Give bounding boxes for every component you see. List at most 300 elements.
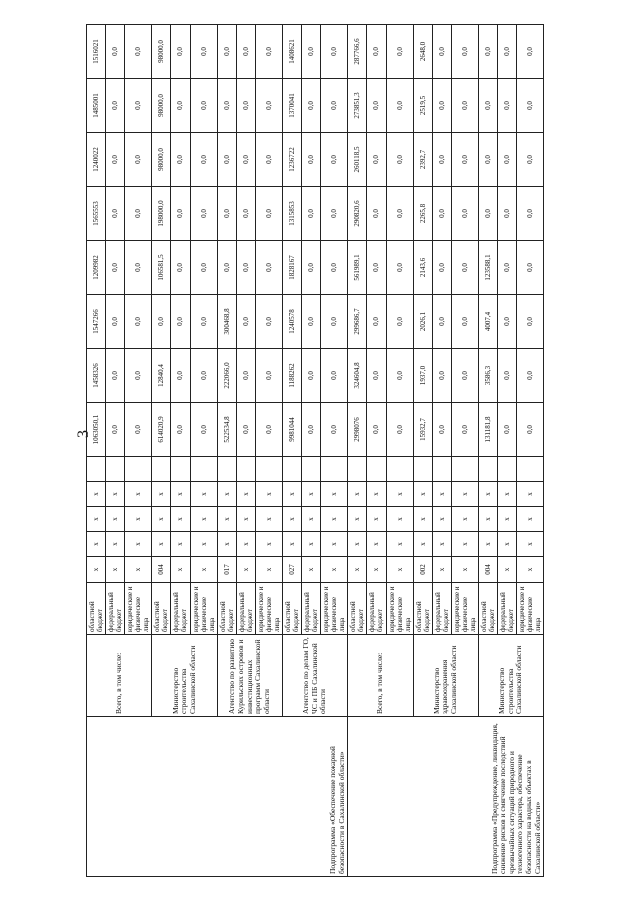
x-cell: х <box>413 532 432 557</box>
x-cell: х <box>517 532 544 557</box>
value-cell: 0,0 <box>302 187 321 241</box>
executor-cell: Всего, в том числе: <box>87 635 152 717</box>
empty-cell <box>106 457 125 482</box>
x-cell: х <box>106 532 125 557</box>
empty-cell <box>125 457 152 482</box>
funding-source-cell: юридические и физические лица <box>321 583 348 635</box>
value-cell: 0,0 <box>386 403 413 457</box>
value-cell: 0,0 <box>302 241 321 295</box>
value-cell: 0,0 <box>106 25 125 79</box>
value-cell: 0,0 <box>386 133 413 187</box>
value-cell: 0,0 <box>236 295 255 349</box>
value-cell: 1937,0 <box>413 349 432 403</box>
funding-source-cell: юридические и физические лица <box>190 583 217 635</box>
value-cell: 0,0 <box>367 241 386 295</box>
table-row <box>348 25 367 877</box>
value-cell: 2648,0 <box>413 25 432 79</box>
value-cell: 0,0 <box>236 79 255 133</box>
value-cell: 0,0 <box>517 295 544 349</box>
value-cell: 0,0 <box>125 403 152 457</box>
value-cell: 0,0 <box>451 241 478 295</box>
x-cell: х <box>321 532 348 557</box>
funding-source-cell: федеральный бюджет <box>432 583 451 635</box>
value-cell: 0,0 <box>432 241 451 295</box>
value-cell: 0,0 <box>432 295 451 349</box>
x-cell: х <box>432 532 451 557</box>
value-cell: 0,0 <box>302 25 321 79</box>
value-cell: 106581,5 <box>152 241 171 295</box>
value-cell: 0,0 <box>171 25 190 79</box>
x-cell: х <box>236 532 255 557</box>
value-cell: 15932,7 <box>413 403 432 457</box>
value-cell: 0,0 <box>106 295 125 349</box>
value-cell: 0,0 <box>255 349 282 403</box>
value-cell: 0,0 <box>386 187 413 241</box>
value-cell: 0,0 <box>106 79 125 133</box>
subprogram-cell: Подпрограмма «Предупреждение, ликвидация, снижение рисков и смягчение последствий чрезвычайных ситуаций природного и техногенного характера, обеспечение безопасности на водных объектах в Сахалинской области» <box>348 717 544 877</box>
value-cell: 1315853 <box>282 187 301 241</box>
value-cell: 2265,8 <box>413 187 432 241</box>
value-cell: 0,0 <box>321 403 348 457</box>
value-cell: 522534,8 <box>217 403 236 457</box>
x-cell: х <box>236 482 255 507</box>
value-cell: 0,0 <box>517 25 544 79</box>
value-cell: 1188262 <box>282 349 301 403</box>
x-cell: х <box>255 482 282 507</box>
value-cell: 222066,0 <box>217 349 236 403</box>
table-body <box>87 25 544 877</box>
x-cell: х <box>106 482 125 507</box>
funding-source-cell: федеральный бюджет <box>498 583 517 635</box>
value-cell: 3586,3 <box>478 349 497 403</box>
empty-cell <box>190 457 217 482</box>
value-cell: 0,0 <box>255 403 282 457</box>
code-cell: х <box>302 557 321 583</box>
value-cell: 0,0 <box>190 295 217 349</box>
x-cell: х <box>87 482 106 507</box>
value-cell: 0,0 <box>217 187 236 241</box>
value-cell: 0,0 <box>125 187 152 241</box>
code-cell: 002 <box>413 557 432 583</box>
value-cell: 0,0 <box>517 133 544 187</box>
x-cell: х <box>413 482 432 507</box>
value-cell: 0,0 <box>171 241 190 295</box>
code-cell: х <box>87 557 106 583</box>
value-cell: 1370041 <box>282 79 301 133</box>
funding-source-cell: областной бюджет <box>348 583 367 635</box>
x-cell: х <box>217 507 236 532</box>
code-cell: х <box>255 557 282 583</box>
value-cell: 0,0 <box>236 133 255 187</box>
x-cell: х <box>321 507 348 532</box>
value-cell: 0,0 <box>498 133 517 187</box>
value-cell: 0,0 <box>517 349 544 403</box>
value-cell: 2519,5 <box>413 79 432 133</box>
value-cell: 0,0 <box>498 79 517 133</box>
code-cell: х <box>106 557 125 583</box>
value-cell: 0,0 <box>217 25 236 79</box>
x-cell: х <box>348 482 367 507</box>
x-cell: х <box>282 482 301 507</box>
value-cell: 0,0 <box>478 25 497 79</box>
value-cell: 0,0 <box>517 187 544 241</box>
value-cell: 0,0 <box>125 295 152 349</box>
value-cell: 9981044 <box>282 403 301 457</box>
empty-cell <box>348 457 367 482</box>
page-number: 3 <box>75 430 92 438</box>
x-cell: х <box>302 482 321 507</box>
x-cell: х <box>498 482 517 507</box>
x-cell: х <box>255 507 282 532</box>
value-cell: 0,0 <box>432 79 451 133</box>
value-cell: 12840,4 <box>152 349 171 403</box>
value-cell: 1565553 <box>87 187 106 241</box>
empty-cell <box>432 457 451 482</box>
empty-cell <box>255 457 282 482</box>
x-cell: х <box>125 532 152 557</box>
x-cell: х <box>478 532 497 557</box>
code-cell: х <box>386 557 413 583</box>
x-cell: х <box>236 507 255 532</box>
value-cell: 0,0 <box>236 187 255 241</box>
x-cell: х <box>217 482 236 507</box>
value-cell: 0,0 <box>386 79 413 133</box>
funding-source-cell: областной бюджет <box>413 583 432 635</box>
x-cell: х <box>367 532 386 557</box>
subprogram-cell: Подпрограмма «Обеспечение пожарной безопасности в Сахалинской области» <box>87 717 348 877</box>
x-cell: х <box>386 507 413 532</box>
value-cell: 324604,8 <box>348 349 367 403</box>
value-cell: 0,0 <box>498 187 517 241</box>
value-cell: 0,0 <box>451 295 478 349</box>
value-cell: 0,0 <box>498 349 517 403</box>
code-cell: 017 <box>217 557 236 583</box>
value-cell: 0,0 <box>125 241 152 295</box>
value-cell: 123588,1 <box>478 241 497 295</box>
code-cell: х <box>321 557 348 583</box>
value-cell: 0,0 <box>517 241 544 295</box>
x-cell: х <box>386 482 413 507</box>
x-cell: х <box>106 507 125 532</box>
funding-source-cell: юридические и физические лица <box>386 583 413 635</box>
value-cell: 1828167 <box>282 241 301 295</box>
value-cell: 98000,0 <box>152 25 171 79</box>
value-cell: 1240578 <box>282 295 301 349</box>
value-cell: 0,0 <box>367 133 386 187</box>
x-cell: х <box>386 532 413 557</box>
value-cell: 299686,7 <box>348 295 367 349</box>
x-cell: х <box>302 507 321 532</box>
value-cell: 4007,4 <box>478 295 497 349</box>
value-cell: 0,0 <box>255 295 282 349</box>
empty-cell <box>517 457 544 482</box>
x-cell: х <box>348 507 367 532</box>
value-cell: 0,0 <box>451 79 478 133</box>
value-cell: 0,0 <box>171 403 190 457</box>
empty-cell <box>386 457 413 482</box>
value-cell: 0,0 <box>125 25 152 79</box>
x-cell: х <box>125 482 152 507</box>
empty-cell <box>367 457 386 482</box>
value-cell: 0,0 <box>517 403 544 457</box>
x-cell: х <box>432 482 451 507</box>
funding-source-cell: федеральный бюджет <box>106 583 125 635</box>
executor-cell: Агентство по делам ГО, ЧС и ПБ Сахалинской области <box>282 635 347 717</box>
value-cell: 198000,0 <box>152 187 171 241</box>
value-cell: 0,0 <box>236 403 255 457</box>
empty-cell <box>217 457 236 482</box>
funding-source-cell: юридические и физические лица <box>451 583 478 635</box>
value-cell: 0,0 <box>255 79 282 133</box>
value-cell: 0,0 <box>217 79 236 133</box>
table-row <box>87 25 106 877</box>
value-cell: 2143,6 <box>413 241 432 295</box>
value-cell: 0,0 <box>498 241 517 295</box>
funding-source-cell: юридические и физические лица <box>255 583 282 635</box>
value-cell: 273851,3 <box>348 79 367 133</box>
x-cell: х <box>451 532 478 557</box>
value-cell: 0,0 <box>302 295 321 349</box>
x-cell: х <box>478 507 497 532</box>
empty-cell <box>498 457 517 482</box>
value-cell: 0,0 <box>367 187 386 241</box>
code-cell: 004 <box>478 557 497 583</box>
value-cell: 0,0 <box>498 25 517 79</box>
value-cell: 0,0 <box>106 403 125 457</box>
value-cell: 1516021 <box>87 25 106 79</box>
value-cell: 260118,5 <box>348 133 367 187</box>
value-cell: 300468,8 <box>217 295 236 349</box>
x-cell: х <box>498 507 517 532</box>
value-cell: 0,0 <box>190 349 217 403</box>
funding-source-cell: областной бюджет <box>87 583 106 635</box>
value-cell: 0,0 <box>517 79 544 133</box>
code-cell: х <box>236 557 255 583</box>
empty-cell <box>282 457 301 482</box>
value-cell: 0,0 <box>451 349 478 403</box>
value-cell: 0,0 <box>217 133 236 187</box>
value-cell: 0,0 <box>171 349 190 403</box>
empty-cell <box>478 457 497 482</box>
value-cell: 0,0 <box>321 349 348 403</box>
value-cell: 0,0 <box>190 403 217 457</box>
code-cell: х <box>190 557 217 583</box>
value-cell: 0,0 <box>190 79 217 133</box>
value-cell: 0,0 <box>171 79 190 133</box>
value-cell: 0,0 <box>302 349 321 403</box>
value-cell: 0,0 <box>190 187 217 241</box>
funding-source-cell: областной бюджет <box>152 583 171 635</box>
value-cell: 1063050,1 <box>87 403 106 457</box>
x-cell: х <box>217 532 236 557</box>
budget-table-rotated <box>86 35 543 877</box>
value-cell: 0,0 <box>498 403 517 457</box>
value-cell: 2998076 <box>348 403 367 457</box>
x-cell: х <box>190 482 217 507</box>
code-cell: х <box>517 557 544 583</box>
value-cell: 0,0 <box>478 79 497 133</box>
code-cell: х <box>451 557 478 583</box>
value-cell: 0,0 <box>302 133 321 187</box>
x-cell: х <box>87 507 106 532</box>
value-cell: 2026,1 <box>413 295 432 349</box>
code-cell: х <box>348 557 367 583</box>
empty-cell <box>413 457 432 482</box>
empty-cell <box>302 457 321 482</box>
budget-table <box>86 24 544 877</box>
code-cell: х <box>498 557 517 583</box>
value-cell: 0,0 <box>367 403 386 457</box>
value-cell: 0,0 <box>321 79 348 133</box>
value-cell: 1408621 <box>282 25 301 79</box>
value-cell: 0,0 <box>302 79 321 133</box>
x-cell: х <box>413 507 432 532</box>
code-cell: х <box>171 557 190 583</box>
value-cell: 2392,7 <box>413 133 432 187</box>
value-cell: 0,0 <box>152 295 171 349</box>
code-cell: 004 <box>152 557 171 583</box>
value-cell: 0,0 <box>478 187 497 241</box>
x-cell: х <box>302 532 321 557</box>
value-cell: 0,0 <box>106 187 125 241</box>
value-cell: 0,0 <box>255 133 282 187</box>
x-cell: х <box>125 507 152 532</box>
value-cell: 0,0 <box>386 349 413 403</box>
value-cell: 0,0 <box>498 295 517 349</box>
value-cell: 0,0 <box>451 25 478 79</box>
value-cell: 0,0 <box>321 187 348 241</box>
empty-cell <box>321 457 348 482</box>
value-cell: 98000,0 <box>152 133 171 187</box>
funding-source-cell: юридические и физические лица <box>517 583 544 635</box>
value-cell: 0,0 <box>190 25 217 79</box>
empty-cell <box>236 457 255 482</box>
empty-cell <box>171 457 190 482</box>
empty-cell <box>87 457 106 482</box>
x-cell: х <box>321 482 348 507</box>
value-cell: 0,0 <box>432 403 451 457</box>
value-cell: 0,0 <box>321 241 348 295</box>
value-cell: 0,0 <box>432 187 451 241</box>
value-cell: 0,0 <box>321 295 348 349</box>
value-cell: 0,0 <box>255 187 282 241</box>
empty-cell <box>152 457 171 482</box>
x-cell: х <box>255 532 282 557</box>
value-cell: 0,0 <box>190 241 217 295</box>
x-cell: х <box>87 532 106 557</box>
executor-cell: Агентство по развитию Курильских островов и инвестиционных программ Сахалинской области <box>217 635 282 717</box>
value-cell: 0,0 <box>432 25 451 79</box>
funding-source-cell: федеральный бюджет <box>171 583 190 635</box>
x-cell: х <box>152 482 171 507</box>
value-cell: 0,0 <box>171 295 190 349</box>
executor-cell: Всего, в том числе: <box>348 635 413 717</box>
funding-source-cell: федеральный бюджет <box>367 583 386 635</box>
executor-cell: Министерство здравоохранения Сахалинской области <box>413 635 478 717</box>
x-cell: х <box>171 507 190 532</box>
value-cell: 0,0 <box>367 25 386 79</box>
empty-cell <box>451 457 478 482</box>
value-cell: 1236722 <box>282 133 301 187</box>
value-cell: 0,0 <box>386 295 413 349</box>
x-cell: х <box>348 532 367 557</box>
x-cell: х <box>190 507 217 532</box>
value-cell: 0,0 <box>451 403 478 457</box>
x-cell: х <box>282 507 301 532</box>
value-cell: 0,0 <box>171 187 190 241</box>
value-cell: 0,0 <box>321 133 348 187</box>
x-cell: х <box>152 532 171 557</box>
value-cell: 0,0 <box>255 241 282 295</box>
value-cell: 0,0 <box>190 133 217 187</box>
executor-cell: Министерство строительства Сахалинской области <box>478 635 543 717</box>
value-cell: 98000,0 <box>152 79 171 133</box>
funding-source-cell: областной бюджет <box>217 583 236 635</box>
value-cell: 0,0 <box>386 241 413 295</box>
x-cell: х <box>451 482 478 507</box>
funding-source-cell: областной бюджет <box>282 583 301 635</box>
x-cell: х <box>171 482 190 507</box>
value-cell: 0,0 <box>386 25 413 79</box>
funding-source-cell: областной бюджет <box>478 583 497 635</box>
value-cell: 131181,8 <box>478 403 497 457</box>
value-cell: 0,0 <box>125 133 152 187</box>
x-cell: х <box>498 532 517 557</box>
value-cell: 1240022 <box>87 133 106 187</box>
code-cell: 027 <box>282 557 301 583</box>
code-cell: х <box>432 557 451 583</box>
value-cell: 287766,6 <box>348 25 367 79</box>
value-cell: 0,0 <box>236 25 255 79</box>
funding-source-cell: федеральный бюджет <box>236 583 255 635</box>
value-cell: 1209982 <box>87 241 106 295</box>
x-cell: х <box>517 507 544 532</box>
value-cell: 1547266 <box>87 295 106 349</box>
x-cell: х <box>171 532 190 557</box>
value-cell: 0,0 <box>302 403 321 457</box>
value-cell: 0,0 <box>367 79 386 133</box>
value-cell: 1485001 <box>87 79 106 133</box>
x-cell: х <box>432 507 451 532</box>
value-cell: 0,0 <box>217 241 236 295</box>
value-cell: 0,0 <box>106 349 125 403</box>
code-cell: х <box>125 557 152 583</box>
code-cell: х <box>367 557 386 583</box>
value-cell: 0,0 <box>236 241 255 295</box>
value-cell: 290820,6 <box>348 187 367 241</box>
value-cell: 0,0 <box>478 133 497 187</box>
value-cell: 0,0 <box>432 133 451 187</box>
funding-source-cell: юридические и физические лица <box>125 583 152 635</box>
funding-source-cell: федеральный бюджет <box>302 583 321 635</box>
value-cell: 0,0 <box>171 133 190 187</box>
value-cell: 1458326 <box>87 349 106 403</box>
value-cell: 0,0 <box>125 349 152 403</box>
x-cell: х <box>282 532 301 557</box>
executor-cell: Министерство строительства Сахалинской области <box>152 635 217 717</box>
value-cell: 0,0 <box>106 133 125 187</box>
value-cell: 0,0 <box>451 187 478 241</box>
value-cell: 0,0 <box>125 79 152 133</box>
value-cell: 0,0 <box>451 133 478 187</box>
x-cell: х <box>517 482 544 507</box>
value-cell: 614020,9 <box>152 403 171 457</box>
x-cell: х <box>367 507 386 532</box>
value-cell: 0,0 <box>106 241 125 295</box>
x-cell: х <box>152 507 171 532</box>
value-cell: 561989,1 <box>348 241 367 295</box>
value-cell: 0,0 <box>367 349 386 403</box>
